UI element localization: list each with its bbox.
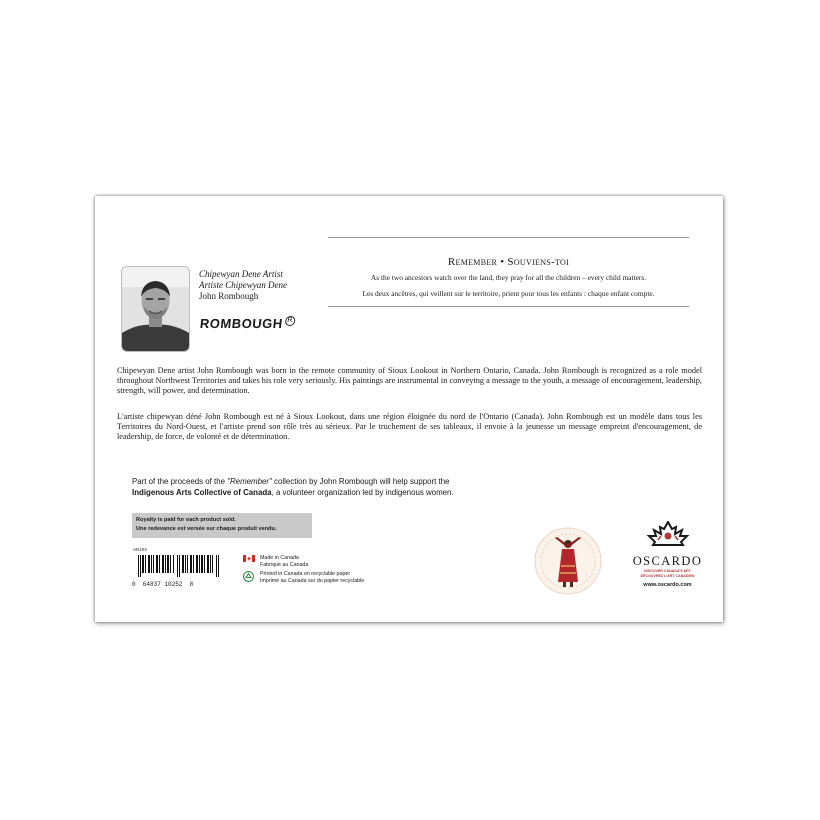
artist-title-en: Chipewyan Dene Artist (199, 269, 283, 279)
proceeds-part1: Part of the proceeds of the (132, 477, 228, 486)
barcode-icon (132, 555, 227, 577)
caption-fr: Les deux ancêtres, qui veillent sur le territoire, prient pour tous les enfants : chaque enfant compte. (362, 289, 655, 298)
proceeds-note (132, 476, 552, 498)
canada-flag-icon (243, 555, 257, 565)
made-row (243, 555, 364, 568)
royalty-fr: Une redevance est versée sur chaque produit vendu. (136, 526, 277, 532)
paper-row (243, 571, 364, 585)
proceeds-collection: "Remember" (227, 477, 272, 486)
proceeds-org: Indigenous Arts Collective of Canada (132, 488, 272, 497)
made-fr: Fabriqué au Canada (260, 561, 309, 568)
recycle-icon (243, 571, 257, 585)
iacc-emblem-icon (533, 526, 603, 596)
made-en: Made in Canada (260, 555, 299, 561)
royalty-box (132, 513, 312, 538)
origin-info (243, 555, 364, 585)
oscardo-tagline-en: DISCOVER CANADA'S ART (644, 569, 691, 573)
paper-en: Printed in Canada on recyclable paper (260, 571, 351, 577)
royalty-en: Royalty is paid for each product sold. (136, 517, 236, 523)
artist-title-fr: Artiste Chipewyan Dene (199, 280, 287, 290)
artist-signature (199, 316, 295, 331)
indigenous-arts-collective-logo (533, 526, 603, 596)
oscardo-name: OSCARDO (632, 554, 703, 568)
artist-info (199, 269, 287, 302)
artist-name: John Rombough (199, 291, 259, 301)
barcode (132, 555, 227, 588)
bio-french: L'artiste chipewyan déné John Rombough est né à Sioux Lookout, dans une région éloignée du nord de l'Ontario (Canada). John Rombough est un modèle dans tous les Territoires du Nord-Ouest, et l'artiste prend son rôle très au sérieux. Par le truchement de ses tableaux, il envoie à la jeunesse un message empreint d'encouragement, de leadership, de force, de volonté et de détermination. (117, 412, 702, 441)
artist-portrait-icon (122, 267, 189, 351)
signature-text: ROMBOUGH (199, 316, 284, 331)
oscardo-url: www.oscardo.com (643, 582, 692, 588)
artist-photo (121, 266, 190, 352)
registered-mark: R (284, 316, 295, 326)
proceeds-part2: collection by John Rombough will help support the (271, 477, 450, 486)
product-sku: AN103 (133, 547, 147, 552)
caption-en: As the two ancestors watch over the land, they pray for all the children – every child matters. (370, 273, 647, 282)
bio-english: Chipewyan Dene artist John Rombough was born in the remote community of Sioux Lookout in Northern Ontario, Canada. John Rombough is recognized as a role model throughout Northwest Territories and takes his role very seriously. His paintings are instrumental in conveying a message to the youth, a message of encouragement, leadership, strength, will power, and determination. (117, 366, 702, 395)
proceeds-part3: , a volunteer organization led by indigenous women. (271, 488, 454, 497)
title-box (328, 237, 689, 307)
barcode-digits: 0 64837 10252 8 (132, 581, 194, 588)
oscardo-brand (630, 521, 705, 588)
card-title: Remember • Souviens-toi (447, 256, 570, 268)
card-back (95, 196, 723, 622)
maple-leaf-logo-icon (646, 521, 690, 549)
paper-fr: Imprimé au Canada sur du papier recyclable (260, 577, 365, 584)
oscardo-tagline-fr: DÉCOUVREZ L'ART CANADIEN (640, 573, 695, 578)
